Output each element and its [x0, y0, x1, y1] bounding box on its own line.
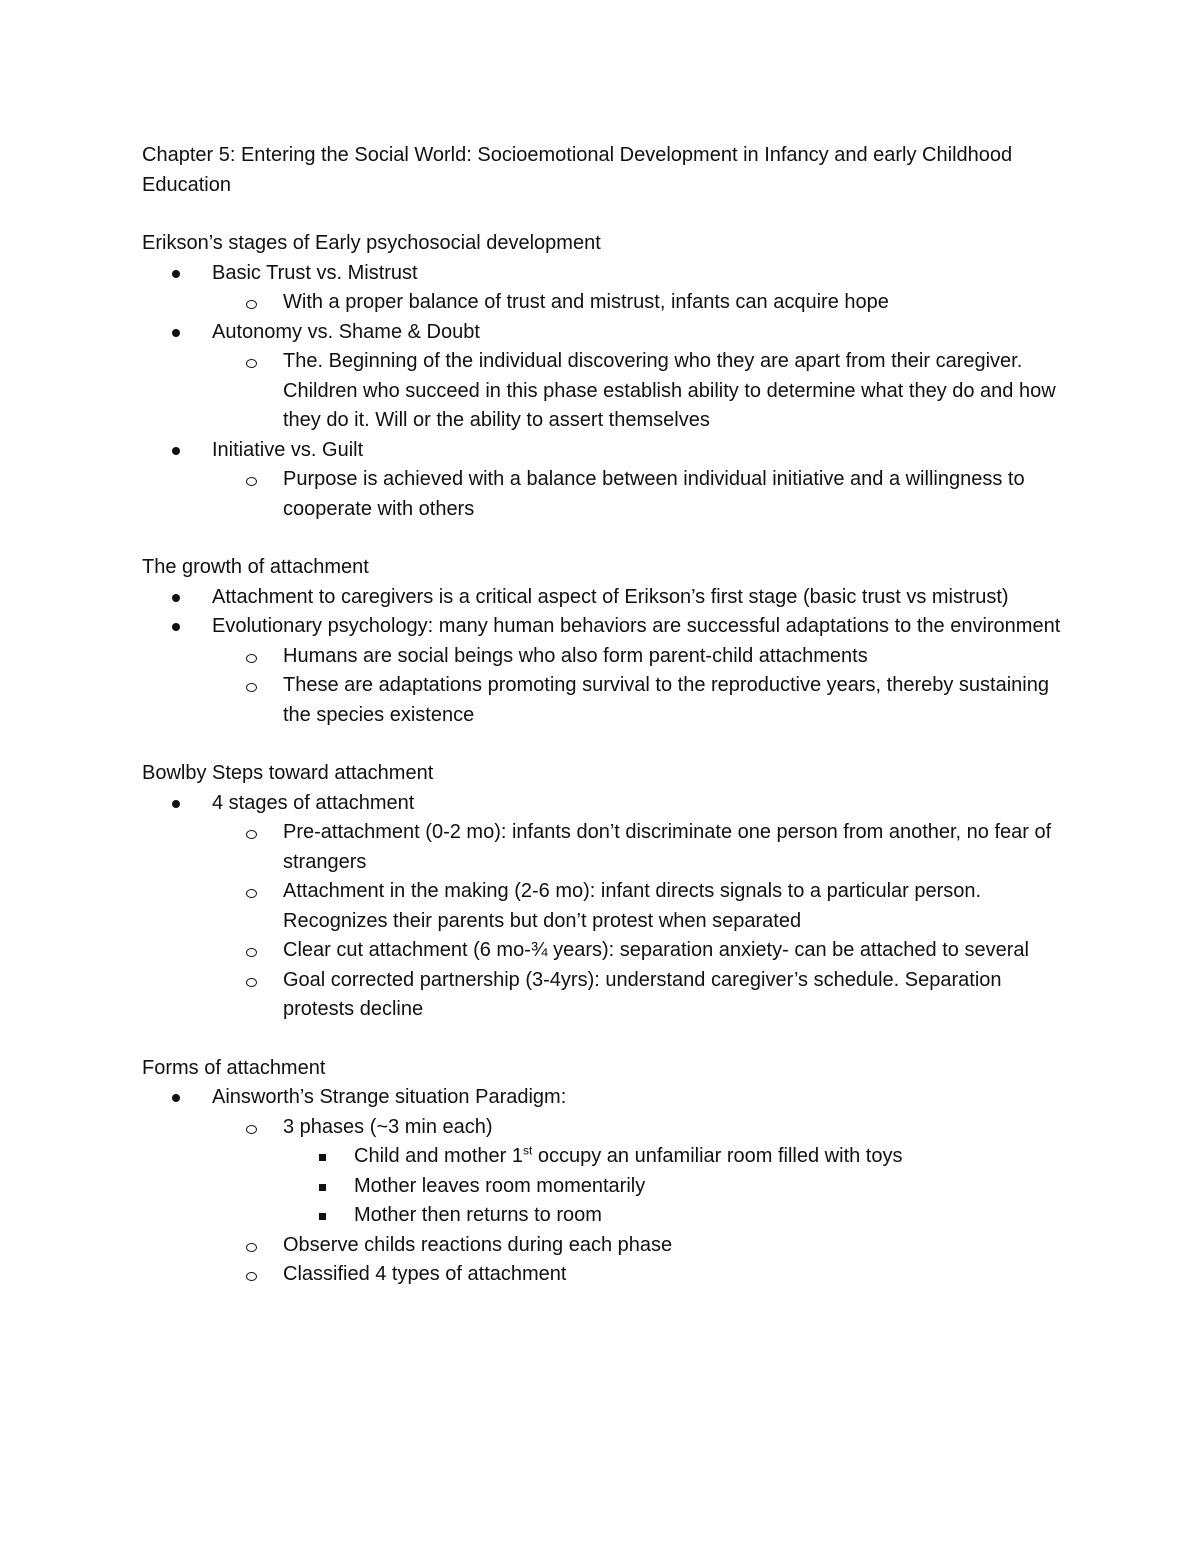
sub-list-item-text: Goal corrected partnership (3-4yrs): understand caregiver’s schedule. Separation protests decline — [283, 968, 1002, 1020]
bullet-list — [142, 259, 1072, 525]
list-item — [142, 612, 1072, 730]
superscript: st — [522, 1143, 533, 1158]
section-heading: The growth of attachment — [142, 556, 369, 578]
bullet-circle-icon — [246, 654, 257, 663]
list-item — [142, 436, 1072, 525]
list-item-text: Ainsworth’s Strange situation Paradigm: — [212, 1086, 567, 1108]
list-item-text: Evolutionary psychology: many human behaviors are successful adaptations to the environment — [212, 615, 1061, 637]
list-item — [142, 583, 1072, 613]
sub-sub-list-item — [283, 1201, 1072, 1231]
bullet-disc-icon — [172, 800, 180, 808]
text-part: Child and mother 1 — [354, 1145, 523, 1167]
list-item-text: Attachment to caregivers is a critical aspect of Erikson’s first stage (basic trust vs mistrust) — [212, 585, 1009, 608]
sub-list-item — [212, 288, 1072, 318]
bullet-circle-icon — [246, 948, 257, 957]
list-item-text: Basic Trust vs. Mistrust — [212, 261, 418, 284]
sub-list-item-text: Pre-attachment (0-2 mo): infants don’t discriminate one person from another, no fear of strangers — [283, 821, 1052, 873]
sub-list-item-text: Clear cut attachment (6 mo-¾ years): separation anxiety- can be attached to several — [283, 939, 1029, 961]
list-item — [142, 1083, 1072, 1290]
list-item — [142, 259, 1072, 318]
list-item — [142, 318, 1072, 436]
bullet-list — [142, 1083, 1072, 1290]
bullet-disc-icon — [172, 447, 180, 455]
sub-list-item-text: Classified 4 types of attachment — [283, 1263, 567, 1285]
sub-sub-list-item-text: Mother leaves room momentarily — [354, 1174, 646, 1197]
document-page — [142, 141, 1072, 1290]
sub-sub-list-item — [283, 1172, 1072, 1202]
sub-sub-list-item — [283, 1142, 1072, 1172]
sub-list-item-text: 3 phases (~3 min each) — [283, 1115, 493, 1138]
list-item-text: 4 stages of attachment — [212, 791, 415, 814]
sub-list — [212, 465, 1072, 524]
sub-list-item-text: Purpose is achieved with a balance between individual initiative and a willingness to cooperate with others — [283, 468, 1025, 520]
page-title: Chapter 5: Entering the Social World: Socioemotional Development in Infancy and early Childhood Education — [142, 144, 1013, 196]
bullet-circle-icon — [246, 1272, 257, 1281]
sub-list — [212, 347, 1072, 436]
sub-list-item — [212, 1113, 1072, 1231]
bullet-disc-icon — [172, 1094, 180, 1102]
section-bowlby — [142, 759, 1072, 1025]
list-item — [142, 789, 1072, 1025]
sub-list-item — [212, 877, 1072, 936]
sub-list — [212, 1113, 1072, 1290]
bullet-disc-icon — [172, 329, 180, 337]
bullet-disc-icon — [172, 594, 180, 602]
sub-list-item-text: These are adaptations promoting survival to the reproductive years, thereby sustaining the species existence — [283, 674, 1049, 726]
bullet-list — [142, 789, 1072, 1025]
sub-list-item-text: Humans are social beings who also form parent-child attachments — [283, 644, 868, 667]
sub-list-item — [212, 966, 1072, 1025]
bullet-circle-icon — [246, 683, 257, 692]
sub-list — [212, 818, 1072, 1025]
bullet-square-icon — [319, 1213, 326, 1220]
bullet-circle-icon — [246, 1243, 257, 1252]
bullet-circle-icon — [246, 1125, 257, 1134]
sub-list-item — [212, 465, 1072, 524]
list-item-text: Autonomy vs. Shame & Doubt — [212, 320, 480, 343]
bullet-circle-icon — [246, 477, 257, 486]
section-heading: Bowlby Steps toward attachment — [142, 762, 434, 784]
sub-sub-list-item-text — [354, 1145, 902, 1167]
text-part: occupy an unfamiliar room filled with toys — [532, 1145, 903, 1167]
bullet-circle-icon — [246, 300, 257, 309]
sub-list — [212, 288, 1072, 318]
sub-list-item — [212, 642, 1072, 672]
bullet-list — [142, 583, 1072, 731]
list-item-text: Initiative vs. Guilt — [212, 438, 364, 461]
bullet-circle-icon — [246, 978, 257, 987]
bullet-circle-icon — [246, 359, 257, 368]
sub-list-item-text: Attachment in the making (2-6 mo): infant directs signals to a particular person. Recognizes their parents but don’t protest when separated — [283, 880, 982, 932]
section-forms-of-attachment — [142, 1054, 1072, 1290]
sub-list-item — [212, 1231, 1072, 1261]
sub-sub-list — [283, 1142, 1072, 1231]
sub-list-item-text: The. Beginning of the individual discovering who they are apart from their caregiver. Children who succeed in this phase establish ability to determine what they do and how they do it. Will or the ability to assert themselves — [283, 350, 1056, 431]
sub-list-item-text: Observe childs reactions during each phase — [283, 1233, 673, 1256]
section-erikson — [142, 229, 1072, 524]
section-heading: Erikson’s stages of Early psychosocial development — [142, 232, 601, 254]
sub-list-item — [212, 671, 1072, 730]
bullet-circle-icon — [246, 889, 257, 898]
sub-list-item-text: With a proper balance of trust and mistrust, infants can acquire hope — [283, 291, 889, 313]
sub-list-item — [212, 818, 1072, 877]
sub-list-item — [212, 936, 1072, 966]
bullet-square-icon — [319, 1154, 326, 1161]
sub-list — [212, 642, 1072, 731]
bullet-disc-icon — [172, 623, 180, 631]
bullet-circle-icon — [246, 830, 257, 839]
bullet-square-icon — [319, 1184, 326, 1191]
sub-list-item — [212, 1260, 1072, 1290]
sub-list-item — [212, 347, 1072, 436]
section-growth-of-attachment — [142, 553, 1072, 730]
sub-sub-list-item-text: Mother then returns to room — [354, 1204, 602, 1226]
section-heading: Forms of attachment — [142, 1056, 326, 1079]
bullet-disc-icon — [172, 270, 180, 278]
